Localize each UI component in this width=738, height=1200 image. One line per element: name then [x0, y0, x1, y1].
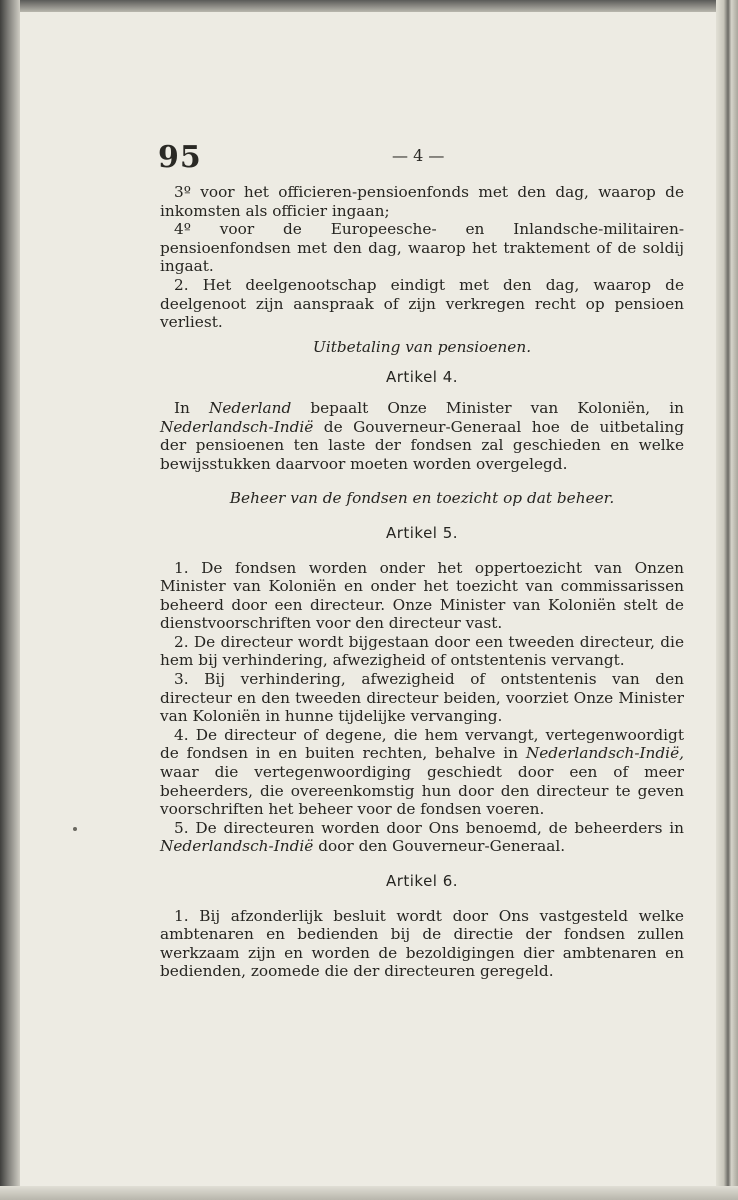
scan-edge-bottom — [0, 1186, 738, 1200]
section-heading-uitbetaling: Uitbetaling van pensioenen. — [312, 337, 532, 356]
article-heading-6: Artikel 6. — [385, 872, 459, 890]
paper-speck — [73, 827, 77, 831]
article-4-place-2: Nederlandsch-Indië — [160, 417, 314, 436]
scan-edge-right — [716, 0, 738, 1200]
article-5-lid-5-b: door den Gouverneur-Generaal. — [313, 837, 566, 856]
article-5-lid-1: 1. De fondsen worden onder het oppertoezicht van Onzen Minister van Koloniën en onder het toezicht van commissarissen beheerd door een directeur. Onze Minister van Koloniën stelt de dienstvoorschriften voor den directeur vast. — [160, 558, 684, 633]
section-heading-beheer: Beheer van de fondsen en toezicht op dat beheer. — [229, 489, 615, 508]
paragraph-3: 3º voor het officieren-pensioenfonds met den dag, waarop de inkomsten als officier ingaan; — [160, 183, 684, 220]
scan-edge-top — [0, 0, 738, 12]
article-4-text — [160, 399, 684, 473]
article-4-text-a: In — [174, 398, 209, 417]
article-4-place-1: Nederland — [208, 398, 292, 417]
article-5-lid-5-a: 5. De directeuren worden door Ons benoemd, de beheerders in — [174, 818, 684, 837]
article-6-lid-1: 1. Bij afzonderlijk besluit wordt door Ons vastgesteld welke ambtenaren en bedienden bij de directie der fondsen zullen werkzaam zijn en worden de bezoldigingen dier ambtenaren en bedienden, zoomede die der directeuren geregeld. — [160, 906, 684, 981]
paragraph-lid-2: 2. Het deelgenootschap eindigt met den dag, waarop de deelgenoot zijn aanspraak of zijn verkregen recht op pensioen verliest. — [160, 275, 684, 332]
article-4-text-b: bepaalt Onze Minister van Koloniën, in — [291, 398, 684, 417]
article-5-lid-2: 2. De directeur wordt bijgestaan door een tweeden directeur, die hem bij verhindering, afwezigheid of ontstentenis vervangt. — [160, 632, 684, 670]
page-number: 95 — [158, 140, 202, 175]
article-5-lid-4 — [160, 726, 684, 819]
scan-edge-left — [0, 0, 20, 1200]
article-heading-5: Artikel 5. — [385, 523, 459, 542]
document-body — [160, 183, 684, 981]
article-5-lid-4-a: 4. De directeur of degene, die hem vervangt, vertegenwoordigt de fondsen in en buiten rechten, behalve in — [160, 725, 684, 763]
article-5-lid-4-b: waar die vertegenwoordiging geschiedt door een of meer beheerders, die overeenkomstig hun door den directeur te geven voorschriften het beheer voor de fondsen voeren. — [160, 763, 684, 819]
article-heading-4: Artikel 4. — [385, 368, 459, 387]
article-5-lid-4-place: Nederlandsch-Indië, — [525, 744, 684, 763]
running-head: — 4 — — [392, 146, 445, 165]
article-5-lid-5 — [160, 819, 684, 856]
article-4-text-c: de Gouverneur-Generaal hoe de uitbetaling der pensioenen ten laste der fondsen zal geschieden en welke bewijsstukken daarvoor moeten worden overgelegd. — [160, 417, 684, 473]
article-5-lid-3: 3. Bij verhindering, afwezigheid of ontstentenis van den directeur en den tweeden directeur beiden, voorziet Onze Minister van Koloniën in hunne tijdelijke vervanging. — [160, 670, 684, 726]
article-5-lid-5-place: Nederlandsch-Indië — [160, 837, 314, 856]
paragraph-4: 4º voor de Europeesche- en Inlandsche-militairen-pensioenfondsen met den dag, waarop het traktement of de soldij ingaat. — [160, 220, 684, 276]
